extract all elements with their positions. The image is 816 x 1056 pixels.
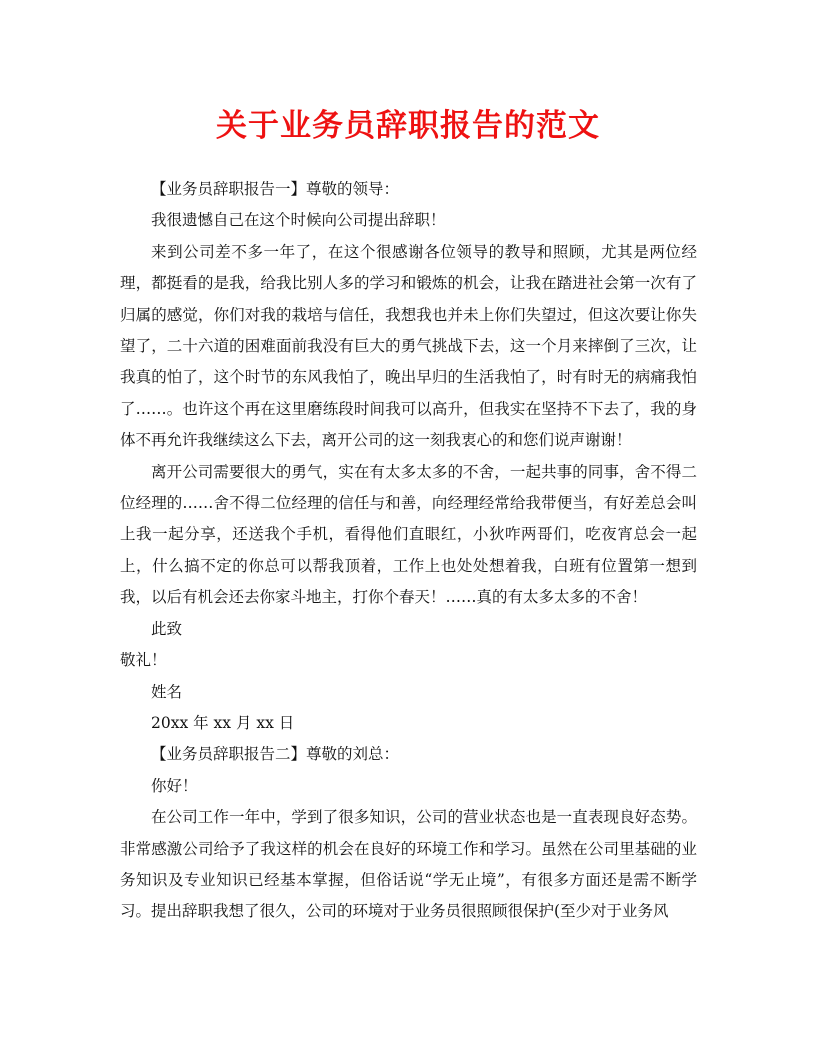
paragraph-regret: 我很遗憾自己在这个时候向公司提出辞职！ — [151, 211, 446, 230]
paragraph-closing-jingli: 敬礼！ — [120, 651, 167, 670]
paragraph-report-two-body: 在公司工作一年中，学到了很多知识，公司的营业状态也是一直表现良好态势。非常感激公司给予了我这样的机会在良好的环境工作和学习。虽然在公司里基础的业务知识及专业知识已经基本掌握，但俗话说“学无止境”，有很多方面还是需不断学习。提出辞职我想了很久，公司的环境对于业务员很照顾很保护(至少对于业务风 — [120, 808, 697, 921]
paragraph-greeting: 你好！ — [151, 776, 198, 795]
paragraph-report-one-heading: 【业务员辞职报告一】尊敬的领导： — [151, 180, 400, 198]
document-title: 关于业务员辞职报告的范文 — [216, 108, 600, 144]
paragraph-farewell: 离开公司需要很大的勇气，实在有太多太多的不舍，一起共事的同事，舍不得二位经理的……舍不得二位经理的信任与和善，向经理经常给我带便当，有好差总会叫上我一起分享，还送我个手机，看得他们直眼红，小狄咋两哥们，吃夜宵总会一起上，什么搞不定的你总可以帮我顶着，工作上也处处想着我，白班有位置第一想到我，以后有机会还去你家斗地主，打你个春天！……真的有太多太多的不舍！ — [120, 462, 697, 607]
document-body — [120, 174, 697, 928]
paragraph-closing-cizhi: 此致 — [151, 619, 183, 638]
paragraph-signature-date: 20xx 年 xx 月 xx 日 — [151, 713, 295, 732]
paragraph-signature-name: 姓名 — [151, 682, 183, 701]
paragraph-gratitude: 来到公司差不多一年了，在这个很感谢各位领导的教导和照顾，尤其是两位经理，都挺看的是我，给我比别人多的学习和锻炼的机会，让我在踏进社会第一次有了归属的感觉，你们对我的栽培与信任，我想我也并未上你们失望过，但这次要让你失望了，二十六道的困难面前我没有巨大的勇气挑战下去，这一个月来摔倒了三次，让我真的怕了，这个时节的东风我怕了，晚出早归的生活我怕了，时有时无的病痛我怕了……。也许这个再在这里磨练段时间我可以高升，但我实在坚持不下去了，我的身体不再允许我继续这么下去，离开公司的这一刻我衷心的和您们说声谢谢！ — [120, 242, 697, 450]
paragraph-report-two-heading: 【业务员辞职报告二】尊敬的刘总： — [151, 745, 400, 764]
